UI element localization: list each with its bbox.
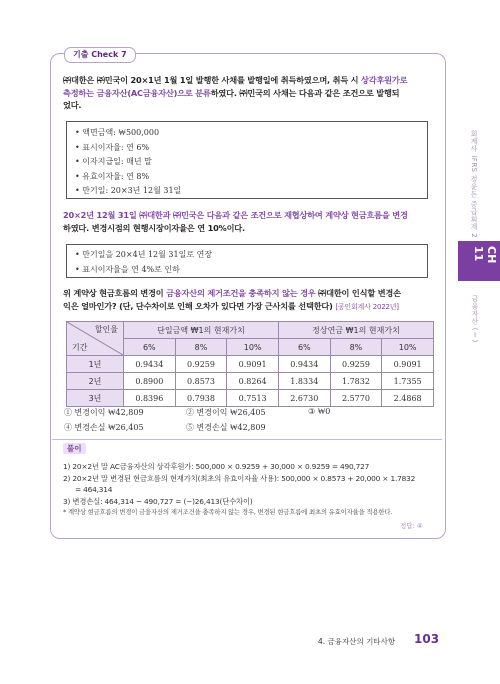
bond-terms-box bbox=[66, 121, 428, 199]
table-row: 1년 0.9434 0.9259 0.9091 0.9434 0.9259 0.9091 bbox=[67, 356, 434, 373]
table-group-header: 단일금액 ₩1의 현재가치 bbox=[124, 322, 279, 339]
choice-3[interactable]: ③ ₩0 bbox=[308, 407, 331, 416]
source-label: [공인회계사 2022년] bbox=[335, 302, 399, 311]
bond-term: • 이자지급일: 매년 말 bbox=[75, 157, 152, 166]
question-text: 위 계약상 현금흐름의 변경이 금융자산의 제거조건을 충족하지 않는 경우 ㈜대한이 인식할 변경손 익은 얼마인가? (단, 단수차이로 인해 오차가 있다면 가장 근사치를 선택한다) [공인회계사 2022년] bbox=[63, 288, 401, 311]
table-corner: 할인율 기간 bbox=[67, 322, 124, 356]
rate-header: 6% bbox=[278, 339, 330, 356]
change-item: • 표시이자율을 연 4%로 인하 bbox=[75, 264, 180, 274]
bond-term: • 유효이자율: 연 8% bbox=[75, 171, 150, 181]
change-item: • 만기일을 20×4년 12월 31일로 연장 bbox=[75, 250, 213, 259]
chapter-name: 금융자산 (Ⅰ) bbox=[471, 295, 479, 343]
check-badge: 기출 Check 7 bbox=[64, 47, 136, 63]
footer-section: 4. 금융자산의 기타사항 bbox=[318, 637, 396, 646]
rate-header: 10% bbox=[382, 339, 434, 356]
choice-5[interactable]: ⑤ 변경손실 ₩42,809 bbox=[186, 423, 266, 432]
solution-body: 1) 20×2년 말 AC금융자산의 상각후원가: 500,000 × 0.9259 + 30,000 × 0.9259 = 490,727 2) 20×2년 말 변경된 현금흐름의 현재가치(최초의 유효이자율 사용): 500,000 × 0.8573 + 20,000 × 1.7832 = 464,314 3) 변경손실: 464,314 − 490,727 = (−)26,413(단수차이) * 계약상 현금흐름의 변경이 금융자산의 제거조건을 충족하지 않는 경우, 변경된 현금흐름에 최초의 유효이자율을 적용한다. bbox=[63, 462, 416, 517]
changes-box bbox=[66, 244, 428, 278]
page-number: 103 bbox=[414, 632, 440, 646]
table-row: 2년 0.8900 0.8573 0.8264 1.8334 1.7832 1.7355 bbox=[67, 373, 434, 390]
table-row: 3년 0.8396 0.7938 0.7513 2.6730 2.5770 2.4868 bbox=[67, 390, 434, 407]
solution-divider bbox=[52, 439, 442, 440]
rate-header: 8% bbox=[330, 339, 382, 356]
rate-header: 10% bbox=[227, 339, 279, 356]
rate-header: 8% bbox=[175, 339, 227, 356]
book-title: 회계사 IFRS 정윤돈 중급회계 2 bbox=[470, 130, 478, 239]
bond-term: • 표시이자율: 연 6% bbox=[75, 142, 150, 152]
bond-term: • 액면금액: ₩500,000 bbox=[75, 128, 160, 137]
table-group-header: 정상연금 ₩1의 현재가치 bbox=[278, 322, 433, 339]
present-value-table bbox=[66, 321, 434, 407]
problem-paragraph-1: ㈜대한은 ㈜민국이 20×1년 1월 1일 발행한 사채를 발행일에 취득하였으며, 취득 시 상각후원가로 측정하는 금융자산(AC금융자산)으로 분류하였다. ㈜민국의 사채는 다음과 같은 조건으로 발행되 었다. bbox=[63, 75, 408, 110]
bond-term: • 만기일: 20×3년 12월 31일 bbox=[75, 186, 182, 195]
choice-2[interactable]: ② 변경이익 ₩26,405 bbox=[186, 408, 266, 417]
answer-label: 정답: ④ bbox=[400, 522, 423, 530]
chapter-tab[interactable]: CH 11 bbox=[458, 241, 500, 281]
rate-header: 6% bbox=[124, 339, 176, 356]
problem-paragraph-2: 20×2년 12월 31일 ㈜대한과 ㈜민국은 다음과 같은 조건으로 재협상하여 계약상 현금흐름을 변경 하였다. 변경시점의 현행시장이자율은 연 10%이다. bbox=[63, 210, 408, 233]
choice-1[interactable]: ① 변경이익 ₩42,809 bbox=[64, 408, 144, 417]
choice-4[interactable]: ④ 변경손실 ₩26,405 bbox=[64, 423, 144, 432]
solution-label: 풀이 bbox=[63, 443, 86, 454]
